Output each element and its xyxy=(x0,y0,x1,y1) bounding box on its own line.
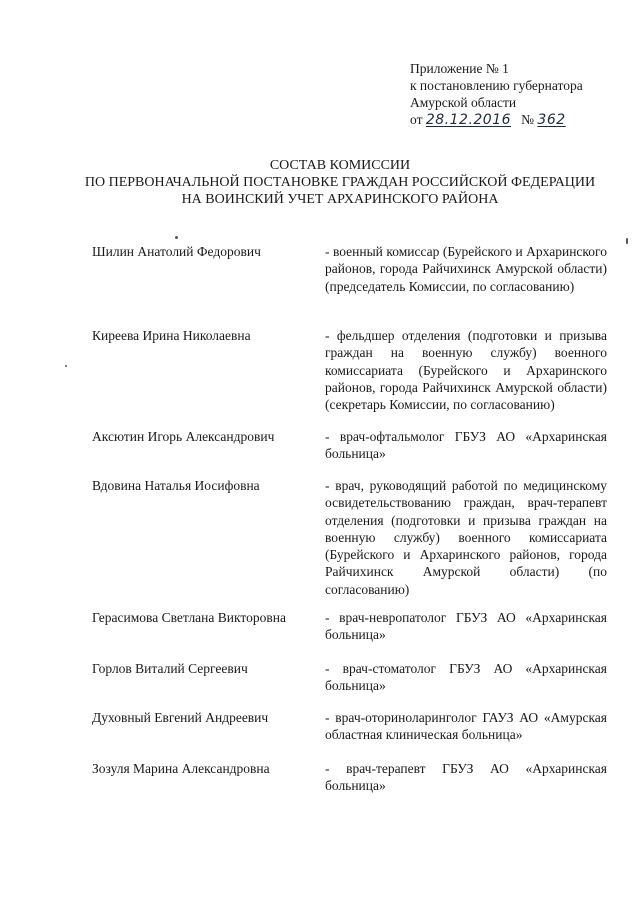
member-role: - военный комиссар (Бурейского и Архаринского районов, города Райчихинск Амурской области) (председатель Комиссии, по согласованию) xyxy=(325,244,607,294)
member-role: - врач-офтальмолог ГБУЗ АО «Архаринская больница» xyxy=(325,429,607,462)
appendix-date-line xyxy=(410,111,625,129)
member-name: Шилин Анатолий Федорович xyxy=(92,244,261,259)
member-role: - фельдшер отделения (подготовки и призыва граждан на военную службу) военного комиссариата (Бурейского и Архаринского районов, города Райчихинск Амурской области) (секретарь Комиссии, по согласованию) xyxy=(325,328,607,413)
member-role: - врач-стоматолог ГБУЗ АО «Архаринская больница» xyxy=(325,661,607,694)
member-name: Киреева Ирина Николаевна xyxy=(92,328,251,343)
member-role: - врач, руководящий работой по медицинскому освидетельствованию граждан, врач-терапевт отделения (подготовки и призыва граждан на военную службу) военного комиссариата (Бурейского и Архаринского районов, города Райчихинск Амурской области) (по согласованию) xyxy=(325,478,607,597)
appendix-line-3: Амурской области xyxy=(410,95,517,110)
member-name: Духовный Евгений Андреевич xyxy=(92,710,269,725)
scan-speck xyxy=(65,365,67,367)
member-role: - врач-невропатолог ГБУЗ АО «Архаринская больница» xyxy=(325,610,607,643)
title-line-1: СОСТАВ КОМИССИИ xyxy=(269,158,411,173)
handwritten-number: 362 xyxy=(537,112,566,128)
scan-speck xyxy=(175,236,178,239)
title-line-2: ПО ПЕРВОНАЧАЛЬНОЙ ПОСТАНОВКЕ ГРАЖДАН РОССИЙСКОЙ ФЕДЕРАЦИИ xyxy=(84,175,596,190)
title-line-3: НА ВОИНСКИЙ УЧЕТ АРХАРИНСКОГО РАЙОНА xyxy=(181,192,499,207)
appendix-block xyxy=(410,60,625,129)
member-name: Аксютин Игорь Александрович xyxy=(92,429,275,444)
date-prefix: от xyxy=(410,112,423,127)
appendix-line-1: Приложение № 1 xyxy=(410,61,509,76)
member-name: Герасимова Светлана Викторовна xyxy=(92,610,286,625)
member-role: - врач-оториноларинголог ГАУЗ АО «Амурская областная клиническая больница» xyxy=(325,710,607,743)
document-title xyxy=(60,157,620,208)
number-prefix: № xyxy=(521,112,535,127)
member-name: Вдовина Наталья Иосифовна xyxy=(92,478,260,493)
scan-speck xyxy=(626,238,628,244)
member-role: - врач-терапевт ГБУЗ АО «Архаринская больница» xyxy=(325,761,607,794)
member-name: Зозуля Марина Александровна xyxy=(92,761,270,776)
member-name: Горлов Виталий Сергеевич xyxy=(92,661,248,676)
handwritten-date: 28.12.2016 xyxy=(425,112,512,128)
appendix-line-2: к постановлению губернатора xyxy=(410,78,583,93)
